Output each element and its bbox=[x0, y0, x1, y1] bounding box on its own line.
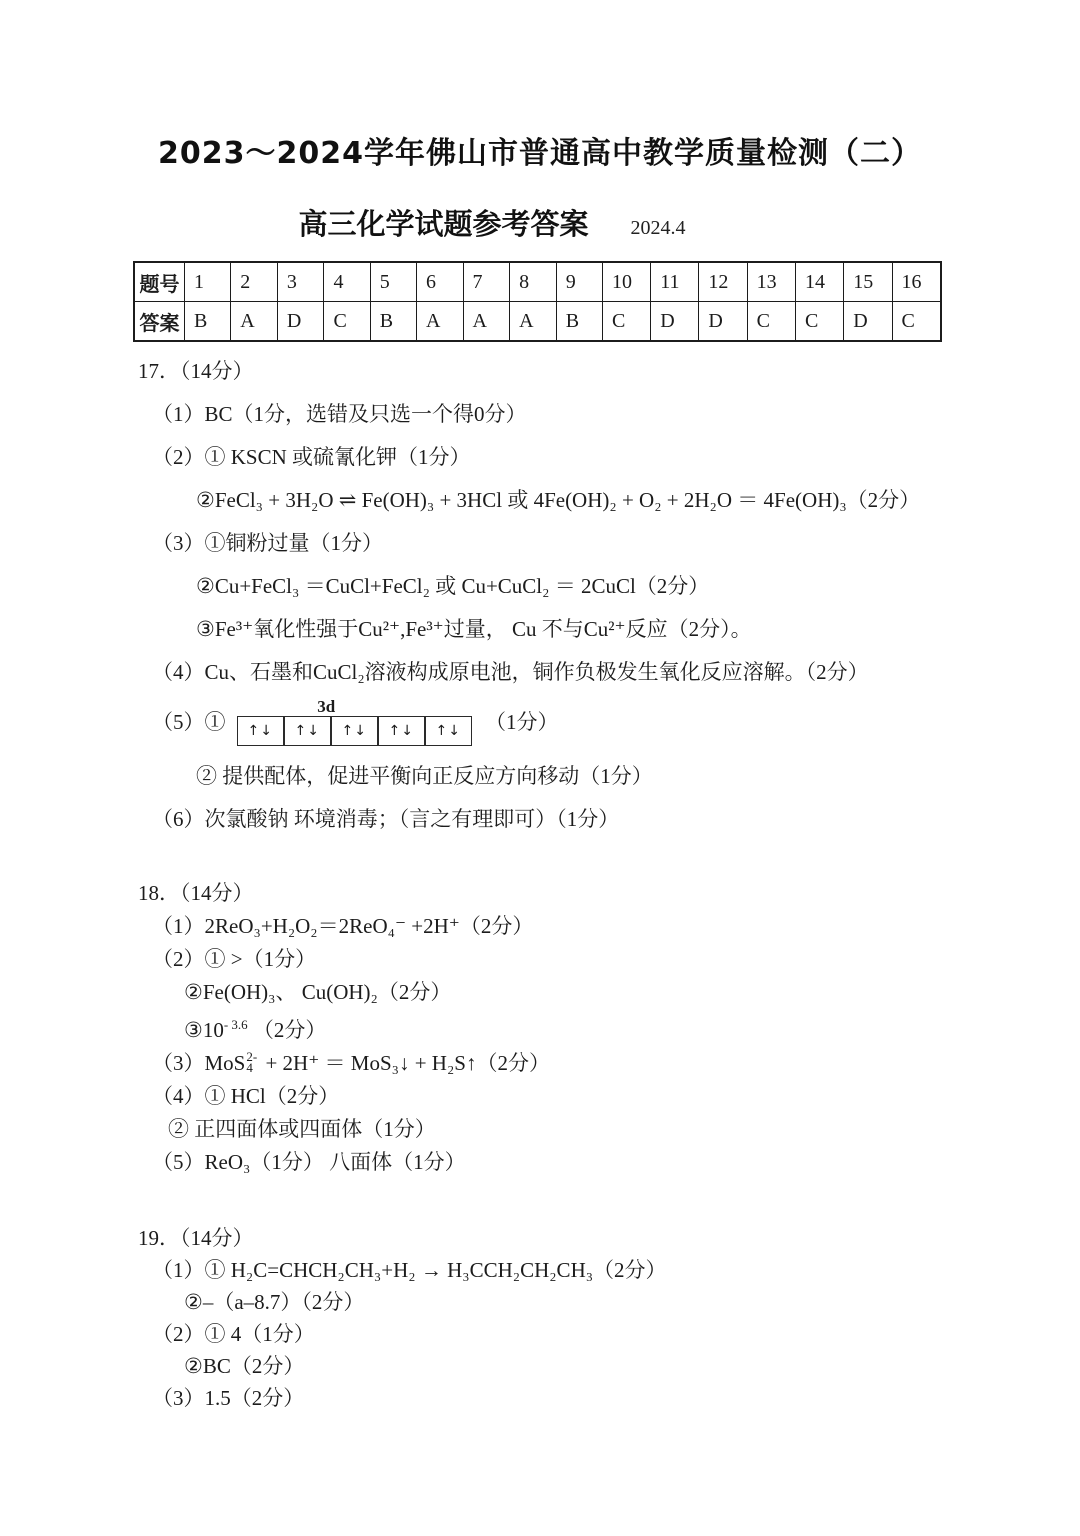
exponent: - 3.6 bbox=[223, 1017, 248, 1032]
answer-line: （4）① HCl（2分） bbox=[152, 1084, 340, 1108]
answer-line-ionic-equation bbox=[138, 1048, 942, 1078]
answer-line: ②–（a–8.7）（2分） bbox=[184, 1290, 365, 1314]
answer-line: ② 正四面体或四面体（1分） bbox=[168, 1117, 436, 1141]
answer-line: （2）① 4（1分） bbox=[152, 1322, 315, 1346]
answer-cell: C bbox=[747, 302, 795, 342]
orbital-subshell-label: 3d bbox=[317, 697, 336, 716]
answer-cell: C bbox=[602, 302, 650, 342]
answer-line-orbital bbox=[138, 697, 942, 748]
equation-prefix: （3）MoS bbox=[152, 1051, 246, 1075]
answer-line: （5）ReO₃（1分） 八面体（1分） bbox=[152, 1150, 466, 1174]
answer-line: （2）① KSCN 或硫氰化钾（1分） bbox=[152, 445, 471, 469]
answer-line: （6）次氯酸钠 环境消毒；（言之有理即可）（1分） bbox=[152, 807, 620, 831]
question-17-heading: 17．（14分） bbox=[138, 359, 254, 383]
answer-cell: A bbox=[416, 302, 463, 342]
answer-score: （2分） bbox=[252, 1018, 327, 1042]
orbital-box: ↑↓ bbox=[378, 716, 425, 746]
question-number-cell: 4 bbox=[324, 262, 370, 302]
orbital-box: ↑↓ bbox=[331, 716, 378, 746]
question-number-cell: 2 bbox=[231, 262, 278, 302]
question-number-cell: 1 bbox=[185, 262, 231, 302]
answer-line-exponent bbox=[138, 1010, 942, 1045]
question-number-cell: 6 bbox=[416, 262, 463, 302]
answer-base: ③10 bbox=[184, 1018, 224, 1042]
ion-charge: 2- bbox=[246, 1049, 258, 1065]
question-number-cell: 3 bbox=[277, 262, 324, 302]
question-19-answers bbox=[138, 1223, 942, 1413]
answer-cell: B bbox=[370, 302, 416, 342]
question-number-cell: 13 bbox=[747, 262, 795, 302]
question-17-answers bbox=[138, 356, 942, 834]
answer-line: ③Fe³⁺氧化性强于Cu²⁺,Fe³⁺过量， Cu 不与Cu²⁺反应（2分）。 bbox=[196, 617, 752, 641]
answer-line: （1）BC（1分，选错及只选一个得0分） bbox=[152, 402, 527, 426]
question-number-cell: 14 bbox=[795, 262, 843, 302]
answer-line: ② 提供配体，促进平衡向正反应方向移动（1分） bbox=[196, 764, 653, 788]
multiple-choice-answer-table bbox=[133, 261, 942, 342]
answer-line-equation: ②Cu+FeCl₃ ＝CuCl+FeCl₂ 或 Cu+CuCl₂ ＝ 2CuCl（2分） bbox=[196, 574, 710, 598]
orbital-box-diagram bbox=[237, 698, 472, 746]
answer-line-equation: （1）① H₂C=CHCH₂CH₃+H₂ → H₃CCH₂CH₂CH₃（2分） bbox=[152, 1258, 667, 1282]
page-title: 2023～2024学年佛山市普通高中教学质量检测（二） bbox=[158, 136, 922, 171]
answer-line: （4）Cu、石墨和CuCl₂溶液构成原电池，铜作负极发生氧化反应溶解。（2分） bbox=[152, 660, 869, 684]
question-number-cell: 9 bbox=[556, 262, 602, 302]
orbital-box: ↑↓ bbox=[425, 716, 472, 746]
orbital-box: ↑↓ bbox=[284, 716, 331, 746]
answer-cell: A bbox=[231, 302, 278, 342]
answer-line-equation: ②FeCl₃ + 3H₂O ⇌ Fe(OH)₃ + 3HCl 或 4Fe(OH)₂ + O₂ + 2H₂O ＝ 4Fe(OH)₃（2分） bbox=[196, 488, 921, 512]
question-number-cell: 15 bbox=[844, 262, 892, 302]
question-18-heading: 18．（14分） bbox=[138, 881, 254, 905]
answer-cell: A bbox=[510, 302, 557, 342]
row-header-question-number: 题号 bbox=[134, 262, 185, 302]
answer-cell: D bbox=[277, 302, 324, 342]
exam-date: 2024.4 bbox=[630, 217, 686, 239]
question-number-cell: 7 bbox=[463, 262, 510, 302]
equation-rest: + 2H⁺ ＝ MoS₃↓ + H₂S↑（2分） bbox=[260, 1051, 550, 1075]
answer-cell: C bbox=[892, 302, 941, 342]
question-19-heading: 19．（14分） bbox=[138, 1226, 254, 1250]
table-row-question-numbers bbox=[134, 262, 941, 302]
question-number-cell: 8 bbox=[510, 262, 557, 302]
answer-line: （3）1.5（2分） bbox=[152, 1386, 305, 1410]
answer-cell: B bbox=[185, 302, 231, 342]
answer-score: （1分） bbox=[485, 709, 559, 734]
answer-cell: D bbox=[844, 302, 892, 342]
answer-line: （2）① >（1分） bbox=[152, 947, 317, 971]
answer-cell: A bbox=[463, 302, 510, 342]
question-number-cell: 12 bbox=[699, 262, 747, 302]
table-row-answers bbox=[134, 302, 941, 342]
answer-line: ②Fe(OH)₃、 Cu(OH)₂（2分） bbox=[184, 980, 452, 1004]
orbital-boxes bbox=[237, 716, 472, 746]
ion-subscript: 4 bbox=[246, 1060, 253, 1076]
question-number-cell: 5 bbox=[370, 262, 416, 302]
answer-line-equation: （1）2ReO₃+H₂O₂＝2ReO₄⁻ +2H⁺（2分） bbox=[152, 914, 534, 938]
answer-cell: B bbox=[556, 302, 602, 342]
ion-charge-stack bbox=[246, 1049, 258, 1076]
answer-cell: D bbox=[699, 302, 747, 342]
orbital-box: ↑↓ bbox=[237, 716, 284, 746]
subtitle-row bbox=[90, 202, 894, 243]
row-header-answer: 答案 bbox=[134, 302, 185, 342]
answer-prefix: （5）① bbox=[152, 709, 226, 734]
question-number-cell: 10 bbox=[602, 262, 650, 302]
question-18-answers bbox=[138, 878, 942, 1177]
page-subtitle: 高三化学试题参考答案 bbox=[298, 207, 589, 241]
answer-cell: C bbox=[795, 302, 843, 342]
answer-cell: D bbox=[651, 302, 699, 342]
answer-line: ②BC（2分） bbox=[184, 1354, 305, 1378]
question-number-cell: 16 bbox=[892, 262, 941, 302]
question-number-cell: 11 bbox=[651, 262, 699, 302]
answer-line: （3）①铜粉过量（1分） bbox=[152, 531, 383, 555]
answer-cell: C bbox=[324, 302, 370, 342]
